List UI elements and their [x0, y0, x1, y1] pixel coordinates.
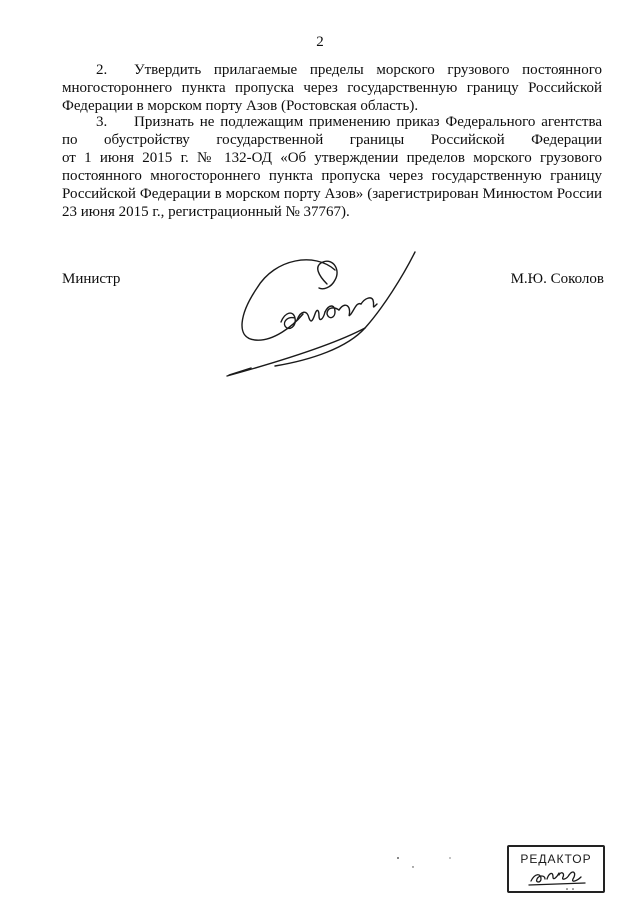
paragraph-line: многостороннего пункта пропуска через государственную границу Российской — [62, 80, 602, 96]
signer-name: М.Ю. Соколов — [510, 271, 604, 287]
stamp-label: РЕДАКТОР — [520, 852, 592, 866]
editor-stamp — [507, 845, 607, 895]
stamp-handwritten-initials — [507, 845, 607, 895]
paragraph-line: постоянного многостороннего пункта пропуска через государственную границу — [62, 168, 602, 184]
paragraph-line: от 1 июня 2015 г. № 132-ОД «Об утверждении пределов морского грузового — [62, 150, 602, 166]
paragraph-text: Признать не подлежащим применению приказ Федерального агентства — [134, 114, 602, 130]
paragraph-line — [62, 113, 602, 131]
paragraph-number: 2. — [96, 62, 108, 78]
paragraph-number: 3. — [96, 114, 108, 130]
paragraph-line — [62, 61, 602, 79]
paragraph-2 — [62, 61, 602, 115]
paragraph-line: 23 июня 2015 г., регистрационный № 37767). — [62, 204, 350, 220]
paragraph-line: по обустройству государственной границы Российской Федерации — [62, 132, 602, 148]
paragraph-text: Утвердить прилагаемые пределы морского грузового постоянного — [134, 62, 602, 78]
handwritten-signature — [215, 248, 430, 383]
paragraph-line: Российской Федерации в морском порту Азов» (зарегистрирован Минюстом России — [62, 186, 602, 202]
page-number: 2 — [316, 34, 324, 50]
paragraph-3 — [62, 113, 602, 221]
signer-position-title: Министр — [62, 271, 121, 287]
paragraph-line: Федерации в морском порту Азов (Ростовская область). — [62, 98, 419, 114]
